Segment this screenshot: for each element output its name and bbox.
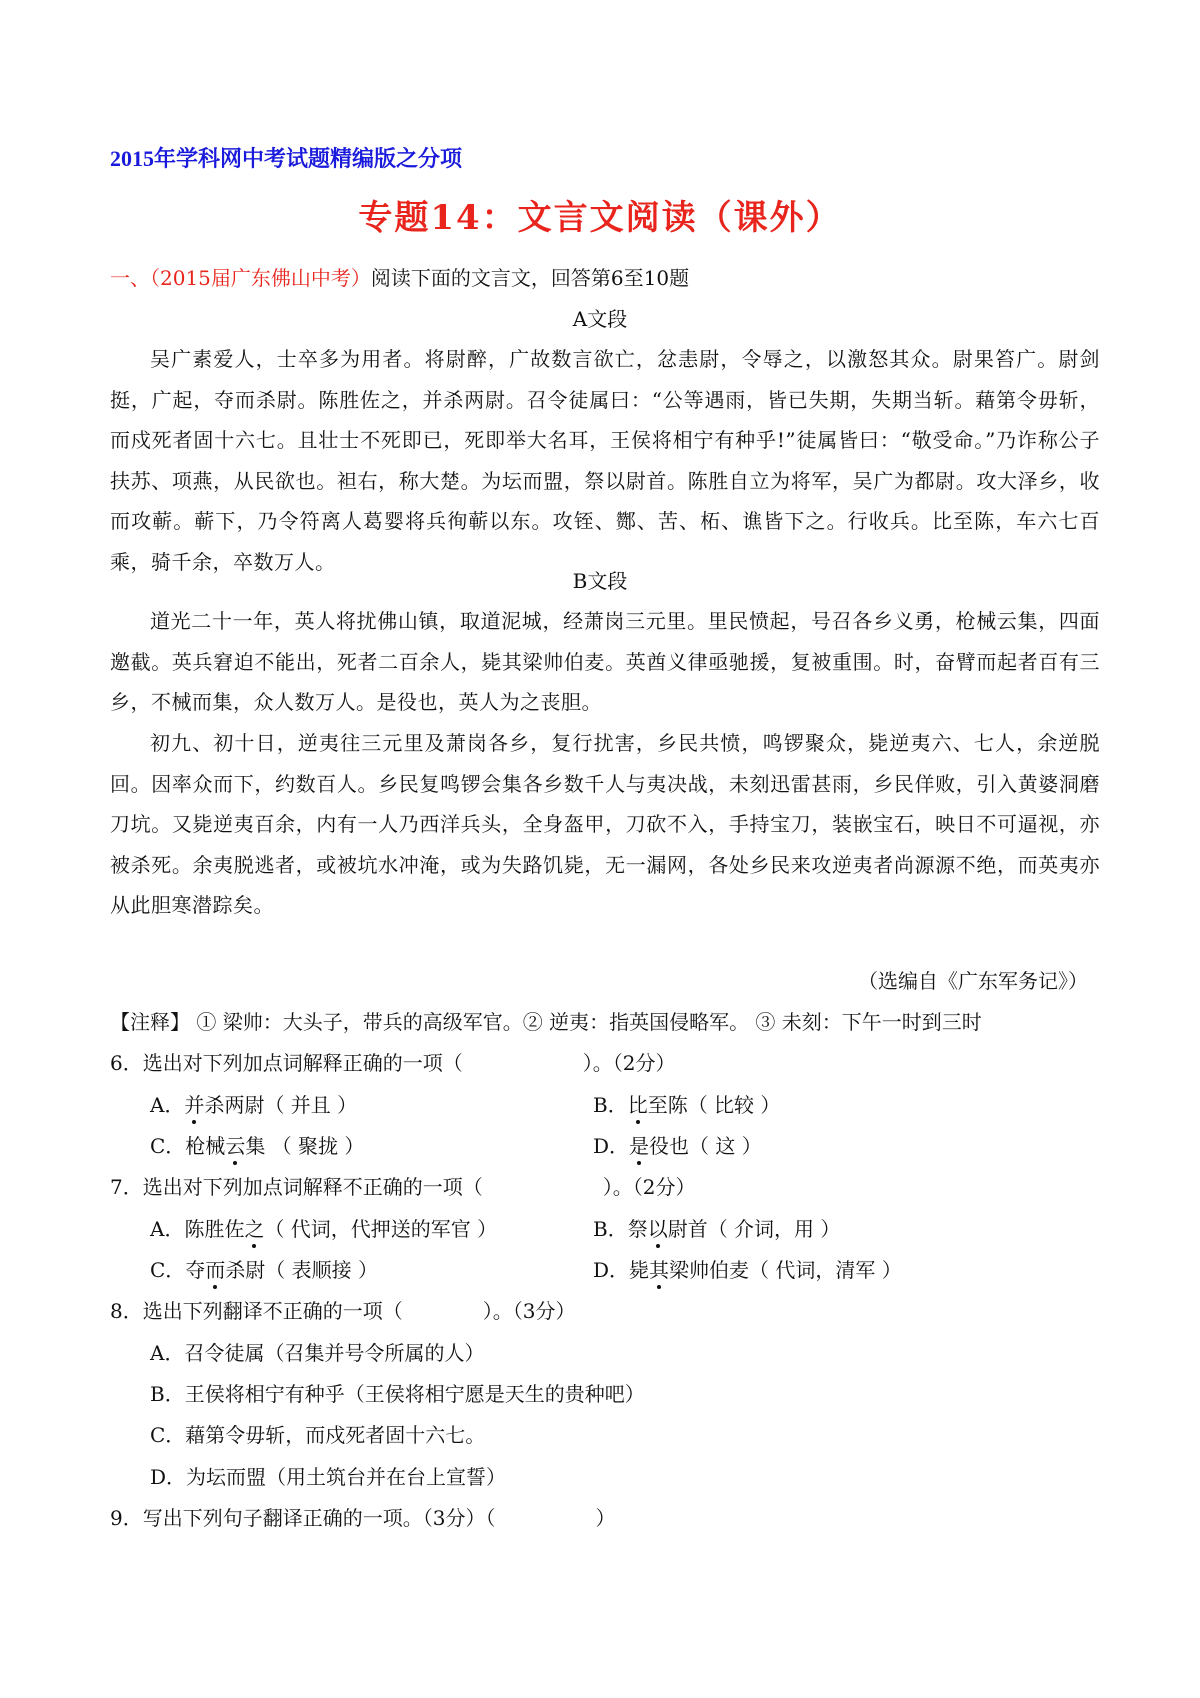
question-instruction: 阅读下面的文言文，回答第6至10题: [370, 266, 690, 290]
question-6-option-d: D．是役也（ 这 ）: [593, 1130, 762, 1159]
question-7-option-d: D．毙其梁帅伯麦（ 代词，清军 ）: [593, 1254, 902, 1283]
dotted-char: 云: [225, 1130, 245, 1159]
question-6-option-b: B．比至陈（ 比较 ）: [593, 1089, 780, 1118]
section-b-paragraph-2: 初九、初十日，逆夷往三元里及萧岗各乡，复行扰害，乡民共愤，鸣锣聚众，毙逆夷六、七人，余逆脱回。因率众而下，约数百人。乡民复鸣锣会集各乡数千人与夷决战，未刻迅雷甚雨，乡民佯败，引入黄婆洞磨刀坑。又毙逆夷百余，内有一人乃西洋兵头，全身盔甲，刀砍不入，手持宝刀，装嵌宝石，映日不可逼视，亦被杀死。余夷脱逃者，或被坑水冲淹，或为失路饥毙，无一漏网，各处乡民来攻逆夷者尚源源不绝，而英夷亦从此胆寒潜踪矣。: [110, 731, 1100, 917]
question-8-option-d: D．为坛而盟（用土筑台并在台上宣誓）: [150, 1465, 507, 1489]
question-7-option-b: B．祭以尉首（ 介词，用 ）: [593, 1213, 840, 1242]
question-8-option-b: B．王侯将相宁有种乎（王侯将相宁愿是天生的贵种吧）: [150, 1382, 645, 1406]
dotted-char: 而: [205, 1254, 225, 1283]
dotted-char: 并: [184, 1089, 204, 1118]
question-intro: [110, 262, 689, 291]
question-8-option-a: A．召令徒属（召集并号令所属的人）: [150, 1341, 485, 1365]
source-citation: （选编自《广东军务记》）: [858, 969, 1088, 993]
dotted-char: 之: [244, 1213, 264, 1242]
section-a-title: A文段: [572, 307, 628, 331]
dotted-char: 是: [629, 1130, 649, 1159]
annotation-notes: 【注释】 ① 梁帅：大头子，带兵的高级军官。② 逆夷：指英国侵略军。 ③ 未刻：下午一时到三时: [110, 1010, 982, 1034]
dotted-char: 其: [649, 1254, 669, 1283]
question-8-stem: 8．选出下列翻译不正确的一项（ ）。（3分）: [110, 1299, 576, 1323]
question-7-option-a: A．陈胜佐之（ 代词，代押送的军官 ）: [150, 1213, 497, 1242]
question-7-option-c: C．夺而杀尉（ 表顺接 ）: [150, 1254, 378, 1283]
question-6-stem: 6．选出对下列加点词解释正确的一项（ ）。（2分）: [110, 1051, 676, 1075]
question-8-option-c: C．藉第令毋斩，而戍死者固十六七。: [150, 1423, 486, 1447]
section-b-paragraph-1: 道光二十一年，英人将扰佛山镇，取道泥城，经萧岗三元里。里民愤起，号召各乡义勇，枪械云集，四面邀截。英兵窘迫不能出，死者二百余人，毙其梁帅伯麦。英酋义律亟驰援，复被重围。时，奋臂而起者百有三乡，不械而集，众人数万人。是役也，英人为之丧胆。: [110, 609, 1100, 714]
dotted-char: 以: [648, 1213, 668, 1242]
question-9-stem: 9．写出下列句子翻译正确的一项。（3分）（ ）: [110, 1506, 616, 1530]
series-header: 2015年学科网中考试题精编版之分项: [110, 146, 463, 171]
page-title: 专题14：文言文阅读（课外）: [358, 198, 842, 238]
dotted-char: 比: [628, 1089, 648, 1118]
section-a-text: 吴广素爱人，士卒多为用者。将尉醉，广故数言欲亡，忿恚尉，令辱之，以激怒其众。尉果笞广。尉剑挺，广起，夺而杀尉。陈胜佐之，并杀两尉。召令徒属曰：“公等遇雨，皆已失期，失期当斩。藉第令毋斩，而戍死者固十六七。且壮士不死即已，死即举大名耳，王侯将相宁有种乎!”徒属皆曰：“敬受命。”乃诈称公子扶苏、项燕，从民欲也。袒右，称大楚。为坛而盟，祭以尉首。陈胜自立为将军，吴广为都尉。攻大泽乡，收而攻蕲。蕲下，乃令符离人葛婴将兵徇蕲以东。攻铚、酂、苦、柘、谯皆下之。行收兵。比至陈，车六七百乘，骑千余，卒数万人。: [110, 347, 1100, 574]
section-b-title: B文段: [572, 569, 628, 593]
question-6-option-a: A．并杀两尉（ 并且 ）: [150, 1089, 357, 1118]
question-7-stem: 7．选出对下列加点词解释不正确的一项（ ）。（2分）: [110, 1175, 696, 1199]
question-source: （2015届广东佛山中考）: [150, 266, 371, 290]
question-6-option-c: C．枪械云集 （ 聚拢 ）: [150, 1130, 364, 1159]
question-number: 一、: [110, 266, 150, 290]
